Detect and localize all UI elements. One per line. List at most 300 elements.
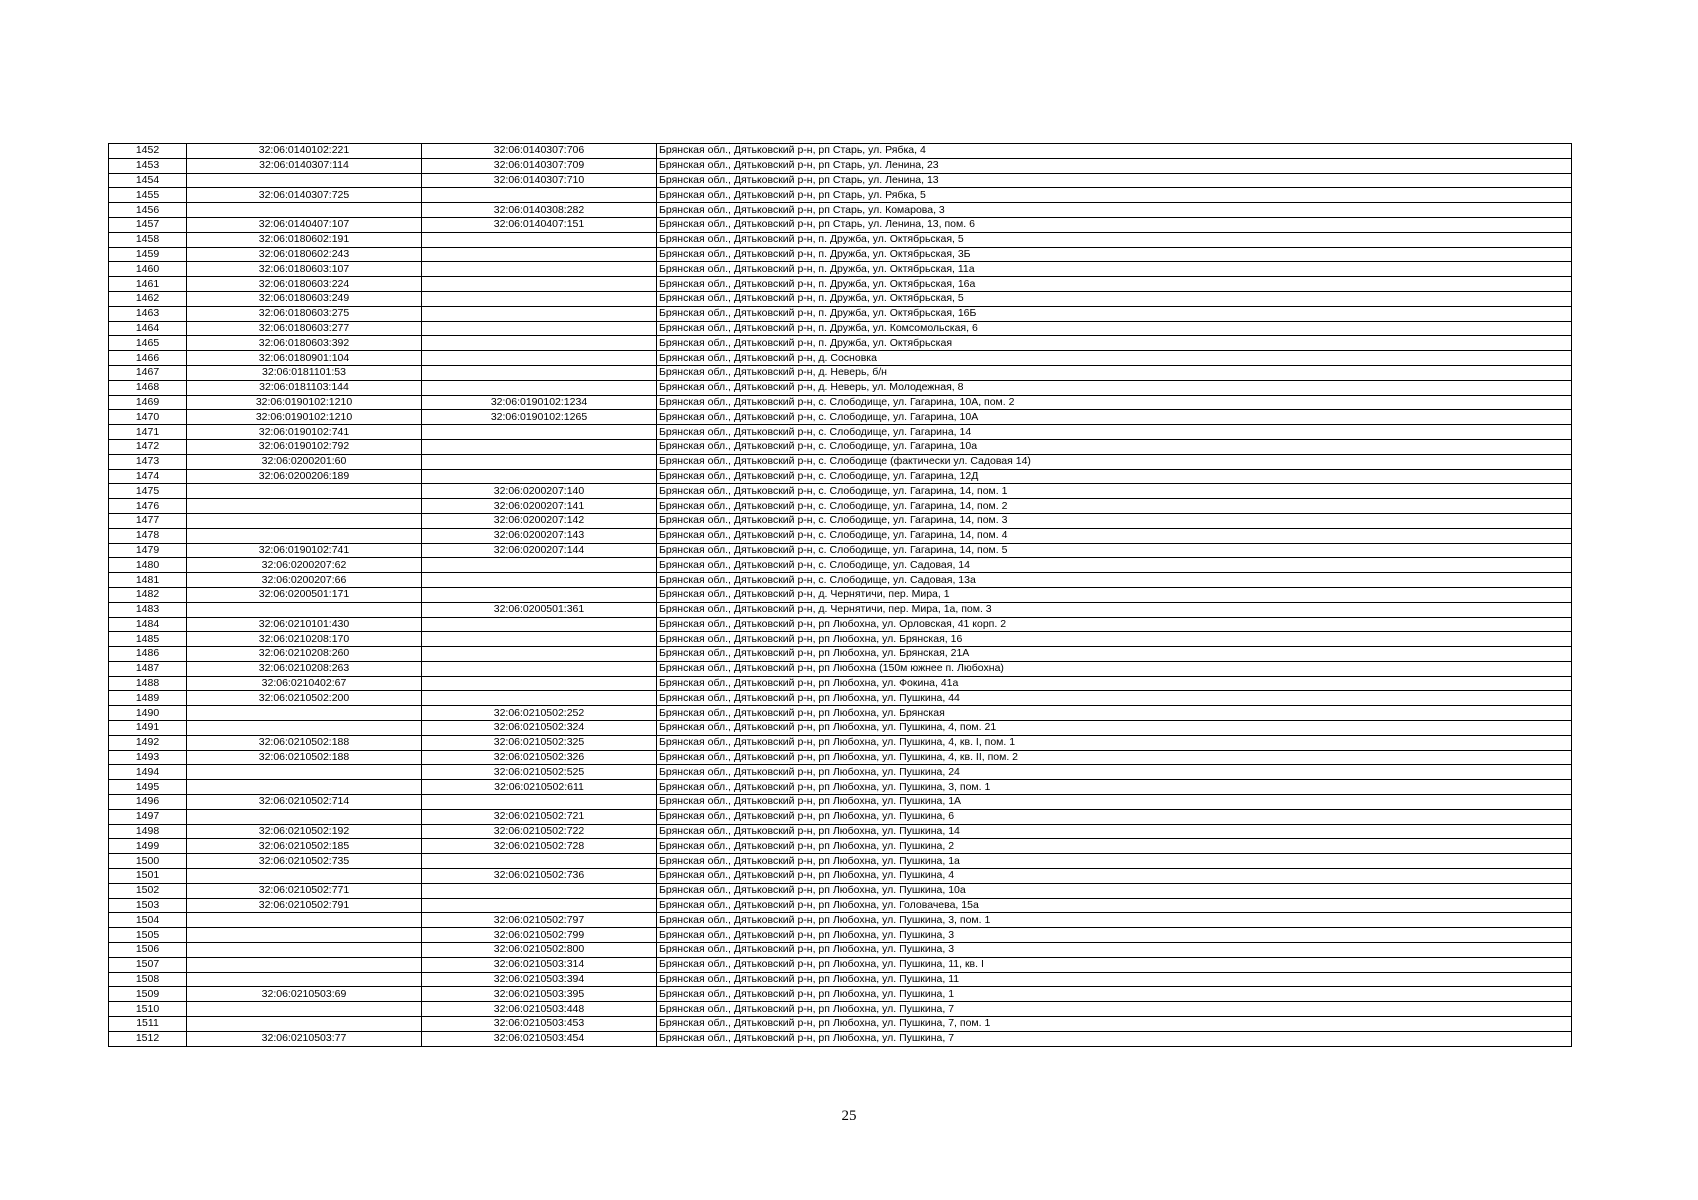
premises-cadastral-number-cell: [422, 676, 657, 691]
cadastral-number-cell: 32:06:0180603:107: [187, 262, 422, 277]
cadastral-number-cell: 32:06:0180603:392: [187, 336, 422, 351]
premises-cadastral-number-cell: [422, 321, 657, 336]
address-cell: Брянская обл., Дятьковский р-н, рп Старь, ул. Ленина, 23: [657, 158, 1572, 173]
premises-cadastral-number-cell: 32:06:0200501:361: [422, 602, 657, 617]
address-cell: Брянская обл., Дятьковский р-н, с. Слободище, ул. Гагарина, 14, пом. 3: [657, 513, 1572, 528]
address-cell: Брянская обл., Дятьковский р-н, рп Любохна, ул. Пушкина, 3, пом. 1: [657, 913, 1572, 928]
premises-cadastral-number-cell: 32:06:0210502:721: [422, 809, 657, 824]
row-number-cell: 1456: [109, 203, 187, 218]
premises-cadastral-number-cell: [422, 469, 657, 484]
row-number-cell: 1508: [109, 972, 187, 987]
cadastral-number-cell: 32:06:0181101:53: [187, 365, 422, 380]
row-number-cell: 1484: [109, 617, 187, 632]
table-row: [109, 321, 1572, 336]
table-row: [109, 928, 1572, 943]
table-row: [109, 173, 1572, 188]
table-row: [109, 735, 1572, 750]
premises-cadastral-number-cell: 32:06:0140407:151: [422, 217, 657, 232]
row-number-cell: 1497: [109, 809, 187, 824]
address-cell: Брянская обл., Дятьковский р-н, рп Старь, ул. Рябка, 4: [657, 144, 1572, 159]
cadastral-number-cell: [187, 913, 422, 928]
row-number-cell: 1477: [109, 513, 187, 528]
row-number-cell: 1495: [109, 780, 187, 795]
cadastral-number-cell: 32:06:0200501:171: [187, 587, 422, 602]
row-number-cell: 1503: [109, 898, 187, 913]
row-number-cell: 1509: [109, 987, 187, 1002]
row-number-cell: 1470: [109, 410, 187, 425]
row-number-cell: 1463: [109, 306, 187, 321]
address-cell: Брянская обл., Дятьковский р-н, рп Любохна, ул. Брянская: [657, 706, 1572, 721]
premises-cadastral-number-cell: 32:06:0210503:395: [422, 987, 657, 1002]
address-cell: Брянская обл., Дятьковский р-н, рп Любохна, ул. Пушкина, 11: [657, 972, 1572, 987]
table-row: [109, 839, 1572, 854]
table-row: [109, 1031, 1572, 1046]
cadastral-number-cell: 32:06:0190102:741: [187, 425, 422, 440]
premises-cadastral-number-cell: 32:06:0200207:143: [422, 528, 657, 543]
premises-cadastral-number-cell: [422, 247, 657, 262]
premises-cadastral-number-cell: [422, 262, 657, 277]
table-row: [109, 395, 1572, 410]
cadastral-number-cell: [187, 513, 422, 528]
table-row: [109, 957, 1572, 972]
address-cell: Брянская обл., Дятьковский р-н, рп Любохна, ул. Пушкина, 7, пом. 1: [657, 1017, 1572, 1032]
address-cell: Брянская обл., Дятьковский р-н, п. Дружба, ул. Комсомольская, 6: [657, 321, 1572, 336]
table-row: [109, 513, 1572, 528]
address-cell: Брянская обл., Дятьковский р-н, с. Слободище (фактически ул. Садовая 14): [657, 454, 1572, 469]
table-row: [109, 380, 1572, 395]
row-number-cell: 1482: [109, 587, 187, 602]
table-row: [109, 410, 1572, 425]
address-cell: Брянская обл., Дятьковский р-н, рп Любохна, ул. Пушкина, 7: [657, 1031, 1572, 1046]
cadastral-number-cell: 32:06:0210502:188: [187, 750, 422, 765]
address-cell: Брянская обл., Дятьковский р-н, рп Старь, ул. Рябка, 5: [657, 188, 1572, 203]
table-row: [109, 691, 1572, 706]
cadastral-number-cell: 32:06:0210502:185: [187, 839, 422, 854]
address-cell: Брянская обл., Дятьковский р-н, рп Любохна, ул. Пушкина, 1а: [657, 854, 1572, 869]
cadastral-number-cell: 32:06:0210208:260: [187, 647, 422, 662]
row-number-cell: 1506: [109, 943, 187, 958]
table-row: [109, 232, 1572, 247]
cadastral-number-cell: 32:06:0200207:66: [187, 573, 422, 588]
premises-cadastral-number-cell: 32:06:0210502:736: [422, 869, 657, 884]
table-row: [109, 913, 1572, 928]
table-body: [109, 144, 1572, 1047]
cadastral-number-cell: 32:06:0200201:60: [187, 454, 422, 469]
table-row: [109, 587, 1572, 602]
cadastral-number-cell: 32:06:0210503:69: [187, 987, 422, 1002]
premises-cadastral-number-cell: [422, 336, 657, 351]
address-cell: Брянская обл., Дятьковский р-н, п. Дружба, ул. Октябрьская, 3Б: [657, 247, 1572, 262]
premises-cadastral-number-cell: [422, 439, 657, 454]
cadastral-number-cell: 32:06:0210502:714: [187, 795, 422, 810]
address-cell: Брянская обл., Дятьковский р-н, рп Любохна, ул. Пушкина, 11, кв. I: [657, 957, 1572, 972]
address-cell: Брянская обл., Дятьковский р-н, рп Любохна, ул. Пушкина, 3: [657, 928, 1572, 943]
row-number-cell: 1507: [109, 957, 187, 972]
premises-cadastral-number-cell: [422, 232, 657, 247]
cadastral-number-cell: [187, 706, 422, 721]
table-row: [109, 780, 1572, 795]
cadastral-number-cell: [187, 1002, 422, 1017]
row-number-cell: 1487: [109, 661, 187, 676]
address-cell: Брянская обл., Дятьковский р-н, с. Слободище, ул. Гагарина, 14: [657, 425, 1572, 440]
premises-cadastral-number-cell: 32:06:0200207:144: [422, 543, 657, 558]
cadastral-number-cell: 32:06:0181103:144: [187, 380, 422, 395]
address-cell: Брянская обл., Дятьковский р-н, рп Любохна, ул. Пушкина, 1А: [657, 795, 1572, 810]
table-row: [109, 617, 1572, 632]
cadastral-number-cell: 32:06:0180603:277: [187, 321, 422, 336]
row-number-cell: 1476: [109, 499, 187, 514]
address-cell: Брянская обл., Дятьковский р-н, с. Слободище, ул. Гагарина, 12Д: [657, 469, 1572, 484]
row-number-cell: 1479: [109, 543, 187, 558]
cadastral-number-cell: [187, 928, 422, 943]
premises-cadastral-number-cell: [422, 661, 657, 676]
address-cell: Брянская обл., Дятьковский р-н, с. Слободище, ул. Гагарина, 10а: [657, 439, 1572, 454]
address-cell: Брянская обл., Дятьковский р-н, рп Любохна, ул. Пушкина, 1: [657, 987, 1572, 1002]
address-cell: Брянская обл., Дятьковский р-н, с. Слободище, ул. Гагарина, 14, пом. 5: [657, 543, 1572, 558]
premises-cadastral-number-cell: 32:06:0200207:142: [422, 513, 657, 528]
premises-cadastral-number-cell: [422, 365, 657, 380]
table-row: [109, 365, 1572, 380]
row-number-cell: 1488: [109, 676, 187, 691]
cadastral-number-cell: 32:06:0210502:192: [187, 824, 422, 839]
premises-cadastral-number-cell: 32:06:0210502:797: [422, 913, 657, 928]
cadastral-number-cell: 32:06:0200206:189: [187, 469, 422, 484]
row-number-cell: 1475: [109, 484, 187, 499]
cadastral-number-cell: [187, 499, 422, 514]
premises-cadastral-number-cell: 32:06:0140307:709: [422, 158, 657, 173]
row-number-cell: 1505: [109, 928, 187, 943]
premises-cadastral-number-cell: 32:06:0210503:394: [422, 972, 657, 987]
cadastral-number-cell: 32:06:0210208:170: [187, 632, 422, 647]
premises-cadastral-number-cell: [422, 587, 657, 602]
cadastral-number-cell: 32:06:0210208:263: [187, 661, 422, 676]
premises-cadastral-number-cell: [422, 795, 657, 810]
cadastral-number-cell: [187, 809, 422, 824]
cadastral-number-cell: [187, 869, 422, 884]
address-cell: Брянская обл., Дятьковский р-н, рп Старь, ул. Комарова, 3: [657, 203, 1572, 218]
table-row: [109, 1002, 1572, 1017]
cadastral-number-cell: [187, 765, 422, 780]
address-cell: Брянская обл., Дятьковский р-н, рп Любохна, ул. Брянская, 21А: [657, 647, 1572, 662]
address-cell: Брянская обл., Дятьковский р-н, рп Старь, ул. Ленина, 13: [657, 173, 1572, 188]
table-row: [109, 706, 1572, 721]
row-number-cell: 1458: [109, 232, 187, 247]
address-cell: Брянская обл., Дятьковский р-н, п. Дружба, ул. Октябрьская, 5: [657, 232, 1572, 247]
premises-cadastral-number-cell: [422, 188, 657, 203]
table-row: [109, 454, 1572, 469]
table-row: [109, 188, 1572, 203]
premises-cadastral-number-cell: 32:06:0210502:324: [422, 721, 657, 736]
row-number-cell: 1465: [109, 336, 187, 351]
table-row: [109, 291, 1572, 306]
table-row: [109, 499, 1572, 514]
cadastral-number-cell: 32:06:0180901:104: [187, 351, 422, 366]
row-number-cell: 1469: [109, 395, 187, 410]
premises-cadastral-number-cell: [422, 380, 657, 395]
premises-cadastral-number-cell: 32:06:0200207:141: [422, 499, 657, 514]
cadastral-number-cell: [187, 972, 422, 987]
row-number-cell: 1457: [109, 217, 187, 232]
address-cell: Брянская обл., Дятьковский р-н, д. Неверь, ул. Молодежная, 8: [657, 380, 1572, 395]
premises-cadastral-number-cell: [422, 647, 657, 662]
table-row: [109, 972, 1572, 987]
table-row: [109, 987, 1572, 1002]
premises-cadastral-number-cell: 32:06:0200207:140: [422, 484, 657, 499]
premises-cadastral-number-cell: 32:06:0140307:710: [422, 173, 657, 188]
cadastral-number-cell: [187, 203, 422, 218]
cadastral-number-cell: [187, 957, 422, 972]
table-row: [109, 484, 1572, 499]
cadastral-number-cell: [187, 1017, 422, 1032]
cadastral-number-cell: 32:06:0200207:62: [187, 558, 422, 573]
premises-cadastral-number-cell: 32:06:0190102:1234: [422, 395, 657, 410]
cadastral-number-cell: 32:06:0180602:191: [187, 232, 422, 247]
premises-cadastral-number-cell: [422, 454, 657, 469]
table-row: [109, 558, 1572, 573]
premises-cadastral-number-cell: [422, 691, 657, 706]
row-number-cell: 1486: [109, 647, 187, 662]
table-row: [109, 439, 1572, 454]
premises-cadastral-number-cell: 32:06:0210502:728: [422, 839, 657, 854]
premises-cadastral-number-cell: [422, 883, 657, 898]
table-row: [109, 528, 1572, 543]
table-row: [109, 898, 1572, 913]
row-number-cell: 1491: [109, 721, 187, 736]
row-number-cell: 1496: [109, 795, 187, 810]
cadastral-number-cell: [187, 780, 422, 795]
address-cell: Брянская обл., Дятьковский р-н, рп Любохна, ул. Пушкина, 4, кв. II, пом. 2: [657, 750, 1572, 765]
address-cell: Брянская обл., Дятьковский р-н, п. Дружба, ул. Октябрьская, 11а: [657, 262, 1572, 277]
table-row: [109, 425, 1572, 440]
address-cell: Брянская обл., Дятьковский р-н, рп Любохна, ул. Пушкина, 6: [657, 809, 1572, 824]
address-cell: Брянская обл., Дятьковский р-н, п. Дружба, ул. Октябрьская, 16Б: [657, 306, 1572, 321]
row-number-cell: 1462: [109, 291, 187, 306]
address-cell: Брянская обл., Дятьковский р-н, с. Слободище, ул. Садовая, 13а: [657, 573, 1572, 588]
premises-cadastral-number-cell: 32:06:0140307:706: [422, 144, 657, 159]
premises-cadastral-number-cell: [422, 617, 657, 632]
table-row: [109, 795, 1572, 810]
row-number-cell: 1455: [109, 188, 187, 203]
table-row: [109, 869, 1572, 884]
row-number-cell: 1500: [109, 854, 187, 869]
table-row: [109, 351, 1572, 366]
premises-cadastral-number-cell: [422, 291, 657, 306]
cadastral-number-cell: 32:06:0140407:107: [187, 217, 422, 232]
cadastral-number-cell: 32:06:0190102:1210: [187, 395, 422, 410]
address-cell: Брянская обл., Дятьковский р-н, рп Любохна, ул. Фокина, 41а: [657, 676, 1572, 691]
row-number-cell: 1512: [109, 1031, 187, 1046]
premises-cadastral-number-cell: 32:06:0210502:326: [422, 750, 657, 765]
cadastral-number-cell: 32:06:0180603:275: [187, 306, 422, 321]
address-cell: Брянская обл., Дятьковский р-н, рп Любохна, ул. Пушкина, 2: [657, 839, 1572, 854]
table-row: [109, 277, 1572, 292]
cadastral-number-cell: [187, 484, 422, 499]
cadastral-number-cell: 32:06:0140307:725: [187, 188, 422, 203]
row-number-cell: 1504: [109, 913, 187, 928]
address-cell: Брянская обл., Дятьковский р-н, рп Любохна, ул. Головачева, 15а: [657, 898, 1572, 913]
address-cell: Брянская обл., Дятьковский р-н, рп Старь, ул. Ленина, 13, пом. 6: [657, 217, 1572, 232]
premises-cadastral-number-cell: [422, 898, 657, 913]
row-number-cell: 1492: [109, 735, 187, 750]
row-number-cell: 1478: [109, 528, 187, 543]
table-row: [109, 809, 1572, 824]
table-row: [109, 469, 1572, 484]
cadastral-number-cell: 32:06:0180603:249: [187, 291, 422, 306]
address-cell: Брянская обл., Дятьковский р-н, с. Слободище, ул. Гагарина, 14, пом. 4: [657, 528, 1572, 543]
row-number-cell: 1472: [109, 439, 187, 454]
table-row: [109, 306, 1572, 321]
row-number-cell: 1494: [109, 765, 187, 780]
table-row: [109, 336, 1572, 351]
cadastral-number-cell: 32:06:0180602:243: [187, 247, 422, 262]
table-row: [109, 262, 1572, 277]
premises-cadastral-number-cell: [422, 632, 657, 647]
premises-cadastral-number-cell: [422, 425, 657, 440]
row-number-cell: 1473: [109, 454, 187, 469]
premises-cadastral-number-cell: 32:06:0210503:314: [422, 957, 657, 972]
premises-cadastral-number-cell: 32:06:0210503:448: [422, 1002, 657, 1017]
address-cell: Брянская обл., Дятьковский р-н, рп Любохна, ул. Пушкина, 3, пом. 1: [657, 780, 1572, 795]
table-row: [109, 765, 1572, 780]
row-number-cell: 1481: [109, 573, 187, 588]
row-number-cell: 1452: [109, 144, 187, 159]
cadastral-number-cell: 32:06:0210402:67: [187, 676, 422, 691]
row-number-cell: 1498: [109, 824, 187, 839]
address-cell: Брянская обл., Дятьковский р-н, рп Любохна, ул. Пушкина, 7: [657, 1002, 1572, 1017]
cadastral-number-cell: [187, 173, 422, 188]
cadastral-number-cell: 32:06:0210502:200: [187, 691, 422, 706]
cadastral-number-cell: 32:06:0190102:1210: [187, 410, 422, 425]
address-cell: Брянская обл., Дятьковский р-н, д. Чернятичи, пер. Мира, 1а, пом. 3: [657, 602, 1572, 617]
address-cell: Брянская обл., Дятьковский р-н, д. Чернятичи, пер. Мира, 1: [657, 587, 1572, 602]
address-cell: Брянская обл., Дятьковский р-н, д. Сосновка: [657, 351, 1572, 366]
premises-cadastral-number-cell: [422, 573, 657, 588]
address-cell: Брянская обл., Дятьковский р-н, д. Неверь, б/н: [657, 365, 1572, 380]
row-number-cell: 1460: [109, 262, 187, 277]
cadastral-number-cell: [187, 602, 422, 617]
address-cell: Брянская обл., Дятьковский р-н, п. Дружба, ул. Октябрьская, 16а: [657, 277, 1572, 292]
row-number-cell: 1501: [109, 869, 187, 884]
row-number-cell: 1493: [109, 750, 187, 765]
address-cell: Брянская обл., Дятьковский р-н, п. Дружба, ул. Октябрьская: [657, 336, 1572, 351]
address-cell: Брянская обл., Дятьковский р-н, с. Слободище, ул. Гагарина, 14, пом. 1: [657, 484, 1572, 499]
premises-cadastral-number-cell: 32:06:0210503:453: [422, 1017, 657, 1032]
address-cell: Брянская обл., Дятьковский р-н, рп Любохна (150м южнее п. Любохна): [657, 661, 1572, 676]
row-number-cell: 1474: [109, 469, 187, 484]
row-number-cell: 1485: [109, 632, 187, 647]
address-cell: Брянская обл., Дятьковский р-н, рп Любохна, ул. Пушкина, 44: [657, 691, 1572, 706]
cadastral-number-cell: 32:06:0180603:224: [187, 277, 422, 292]
row-number-cell: 1480: [109, 558, 187, 573]
premises-cadastral-number-cell: 32:06:0210503:454: [422, 1031, 657, 1046]
address-cell: Брянская обл., Дятьковский р-н, с. Слободище, ул. Гагарина, 14, пом. 2: [657, 499, 1572, 514]
table-row: [109, 883, 1572, 898]
table-row: [109, 543, 1572, 558]
address-cell: Брянская обл., Дятьковский р-н, рп Любохна, ул. Пушкина, 3: [657, 943, 1572, 958]
premises-cadastral-number-cell: 32:06:0210502:799: [422, 928, 657, 943]
cadastral-number-cell: 32:06:0210502:735: [187, 854, 422, 869]
table-row: [109, 602, 1572, 617]
cadastral-number-cell: 32:06:0210503:77: [187, 1031, 422, 1046]
page-number: 25: [841, 1108, 857, 1124]
table-row: [109, 203, 1572, 218]
row-number-cell: 1459: [109, 247, 187, 262]
premises-cadastral-number-cell: [422, 558, 657, 573]
property-table: [108, 143, 1572, 1047]
table-row: [109, 247, 1572, 262]
premises-cadastral-number-cell: 32:06:0190102:1265: [422, 410, 657, 425]
table-row: [109, 573, 1572, 588]
premises-cadastral-number-cell: 32:06:0210502:722: [422, 824, 657, 839]
table-row: [109, 217, 1572, 232]
table-row: [109, 632, 1572, 647]
row-number-cell: 1461: [109, 277, 187, 292]
cadastral-number-cell: 32:06:0210101:430: [187, 617, 422, 632]
premises-cadastral-number-cell: [422, 306, 657, 321]
table-row: [109, 661, 1572, 676]
row-number-cell: 1454: [109, 173, 187, 188]
table-row: [109, 721, 1572, 736]
cadastral-number-cell: [187, 721, 422, 736]
address-cell: Брянская обл., Дятьковский р-н, с. Слободище, ул. Садовая, 14: [657, 558, 1572, 573]
row-number-cell: 1466: [109, 351, 187, 366]
table-row: [109, 158, 1572, 173]
address-cell: Брянская обл., Дятьковский р-н, рп Любохна, ул. Орловская, 41 корп. 2: [657, 617, 1572, 632]
premises-cadastral-number-cell: 32:06:0210502:525: [422, 765, 657, 780]
cadastral-number-cell: 32:06:0210502:188: [187, 735, 422, 750]
row-number-cell: 1499: [109, 839, 187, 854]
address-cell: Брянская обл., Дятьковский р-н, с. Слободище, ул. Гагарина, 10А: [657, 410, 1572, 425]
row-number-cell: 1453: [109, 158, 187, 173]
table-row: [109, 854, 1572, 869]
premises-cadastral-number-cell: [422, 277, 657, 292]
address-cell: Брянская обл., Дятьковский р-н, рп Любохна, ул. Пушкина, 24: [657, 765, 1572, 780]
address-cell: Брянская обл., Дятьковский р-н, с. Слободище, ул. Гагарина, 10А, пом. 2: [657, 395, 1572, 410]
address-cell: Брянская обл., Дятьковский р-н, рп Любохна, ул. Пушкина, 10а: [657, 883, 1572, 898]
address-cell: Брянская обл., Дятьковский р-н, рп Любохна, ул. Пушкина, 4, пом. 21: [657, 721, 1572, 736]
table-row: [109, 750, 1572, 765]
table-row: [109, 943, 1572, 958]
cadastral-number-cell: 32:06:0140307:114: [187, 158, 422, 173]
cadastral-number-cell: [187, 528, 422, 543]
address-cell: Брянская обл., Дятьковский р-н, рп Любохна, ул. Пушкина, 4, кв. I, пом. 1: [657, 735, 1572, 750]
row-number-cell: 1483: [109, 602, 187, 617]
row-number-cell: 1464: [109, 321, 187, 336]
address-cell: Брянская обл., Дятьковский р-н, п. Дружба, ул. Октябрьская, 5: [657, 291, 1572, 306]
row-number-cell: 1468: [109, 380, 187, 395]
address-cell: Брянская обл., Дятьковский р-н, рп Любохна, ул. Брянская, 16: [657, 632, 1572, 647]
table-row: [109, 647, 1572, 662]
row-number-cell: 1511: [109, 1017, 187, 1032]
premises-cadastral-number-cell: [422, 854, 657, 869]
cadastral-number-cell: 32:06:0190102:741: [187, 543, 422, 558]
premises-cadastral-number-cell: 32:06:0210502:325: [422, 735, 657, 750]
premises-cadastral-number-cell: 32:06:0210502:611: [422, 780, 657, 795]
table-row: [109, 676, 1572, 691]
premises-cadastral-number-cell: [422, 351, 657, 366]
cadastral-number-cell: [187, 943, 422, 958]
premises-cadastral-number-cell: 32:06:0210502:800: [422, 943, 657, 958]
address-cell: Брянская обл., Дятьковский р-н, рп Любохна, ул. Пушкина, 14: [657, 824, 1572, 839]
table-row: [109, 144, 1572, 159]
premises-cadastral-number-cell: 32:06:0140308:282: [422, 203, 657, 218]
cadastral-number-cell: 32:06:0210502:771: [187, 883, 422, 898]
premises-cadastral-number-cell: 32:06:0210502:252: [422, 706, 657, 721]
address-cell: Брянская обл., Дятьковский р-н, рп Любохна, ул. Пушкина, 4: [657, 869, 1572, 884]
row-number-cell: 1467: [109, 365, 187, 380]
cadastral-number-cell: 32:06:0190102:792: [187, 439, 422, 454]
row-number-cell: 1489: [109, 691, 187, 706]
